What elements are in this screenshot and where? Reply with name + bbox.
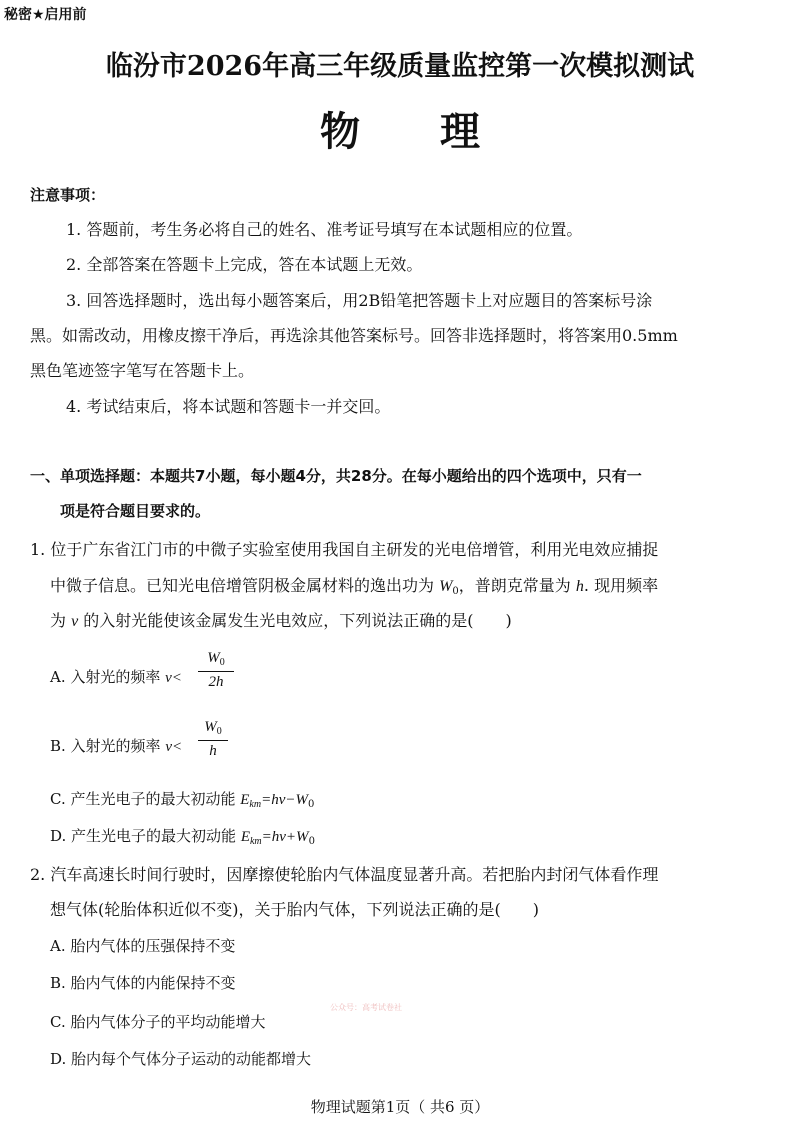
option-c: C. 产生光电子的最大初动能 $E_{km}=h\nu-W_0$ [50,790,315,810]
notice-heading: 注意事项： [30,186,106,204]
option-a: A. 胎内气体的压强保持不变 [50,937,236,955]
notice-item: 3. 回答选择题时，选出每小题答案后，用2B铅笔把答题卡上对应题目的答案标号涂 [66,291,653,310]
option-c: C. 胎内气体分子的平均动能增大 [50,1013,266,1031]
notice-item: 2. 全部答案在答题卡上完成，答在本试题上无效。 [66,255,423,274]
option-b: B. 胎内气体的内能保持不变 [50,974,236,992]
option-d: D. 胎内每个气体分子运动的动能都增大 [50,1050,312,1068]
fraction-w0-over-2h: $W_0$ 2h [198,650,234,694]
question-1-stem: 为 ν 的入射光能使该金属发生光电效应，下列说法正确的是( ) [50,611,512,630]
watermark: 公众号：高考试卷社 [330,1003,402,1012]
question-2-stem: 想气体(轮胎体积近似不变)，关于胎内气体，下列说法正确的是( ) [50,900,539,919]
notice-item: 1. 答题前，考生务必将自己的姓名、准考证号填写在本试题相应的位置。 [66,220,583,239]
page-footer: 物理试题第1页（ 共6 页） [310,1098,490,1116]
question-1-stem: 中微子信息。已知光电倍增管阴极金属材料的逸出功为 $W_0$，普朗克常量为 h. 现用频率 [50,576,659,597]
notice-item: 黑。如需改动，用橡皮擦干净后，再选涂其他答案标号。回答非选择题时，将答案用0.5mm [30,326,678,345]
exam-title: 临汾市2026年高三年级质量监控第一次模拟测试 [105,51,695,82]
confidential-label: 秘密★启用前 [4,7,87,23]
option-a: A. 入射光的频率 ν< [50,668,182,686]
notice-item: 黑色笔迹签字笔写在答题卡上。 [30,361,255,380]
option-b: B. 入射光的频率 ν< [50,737,183,755]
question-2-stem: 2. 汽车高速长时间行驶时，因摩擦使轮胎内气体温度显著升高。若把胎内封闭气体看作理 [30,865,659,884]
question-1-stem: 1. 位于广东省江门市的中微子实验室使用我国自主研发的光电倍增管，利用光电效应捕捉 [30,540,659,559]
section-heading: 一、单项选择题：本题共7小题，每小题4分，共28分。在每小题给出的四个选项中，只有一 [30,467,642,485]
section-heading-cont: 项是符合题目要求的。 [60,502,211,520]
notice-item: 4. 考试结束后，将本试题和答题卡一并交回。 [66,397,391,416]
option-d: D. 产生光电子的最大初动能 $E_{km}=h\nu+W_0$ [50,827,315,847]
subject-title: 物 理 [320,108,480,155]
fraction-w0-over-h: $W_0$ h [198,719,228,763]
